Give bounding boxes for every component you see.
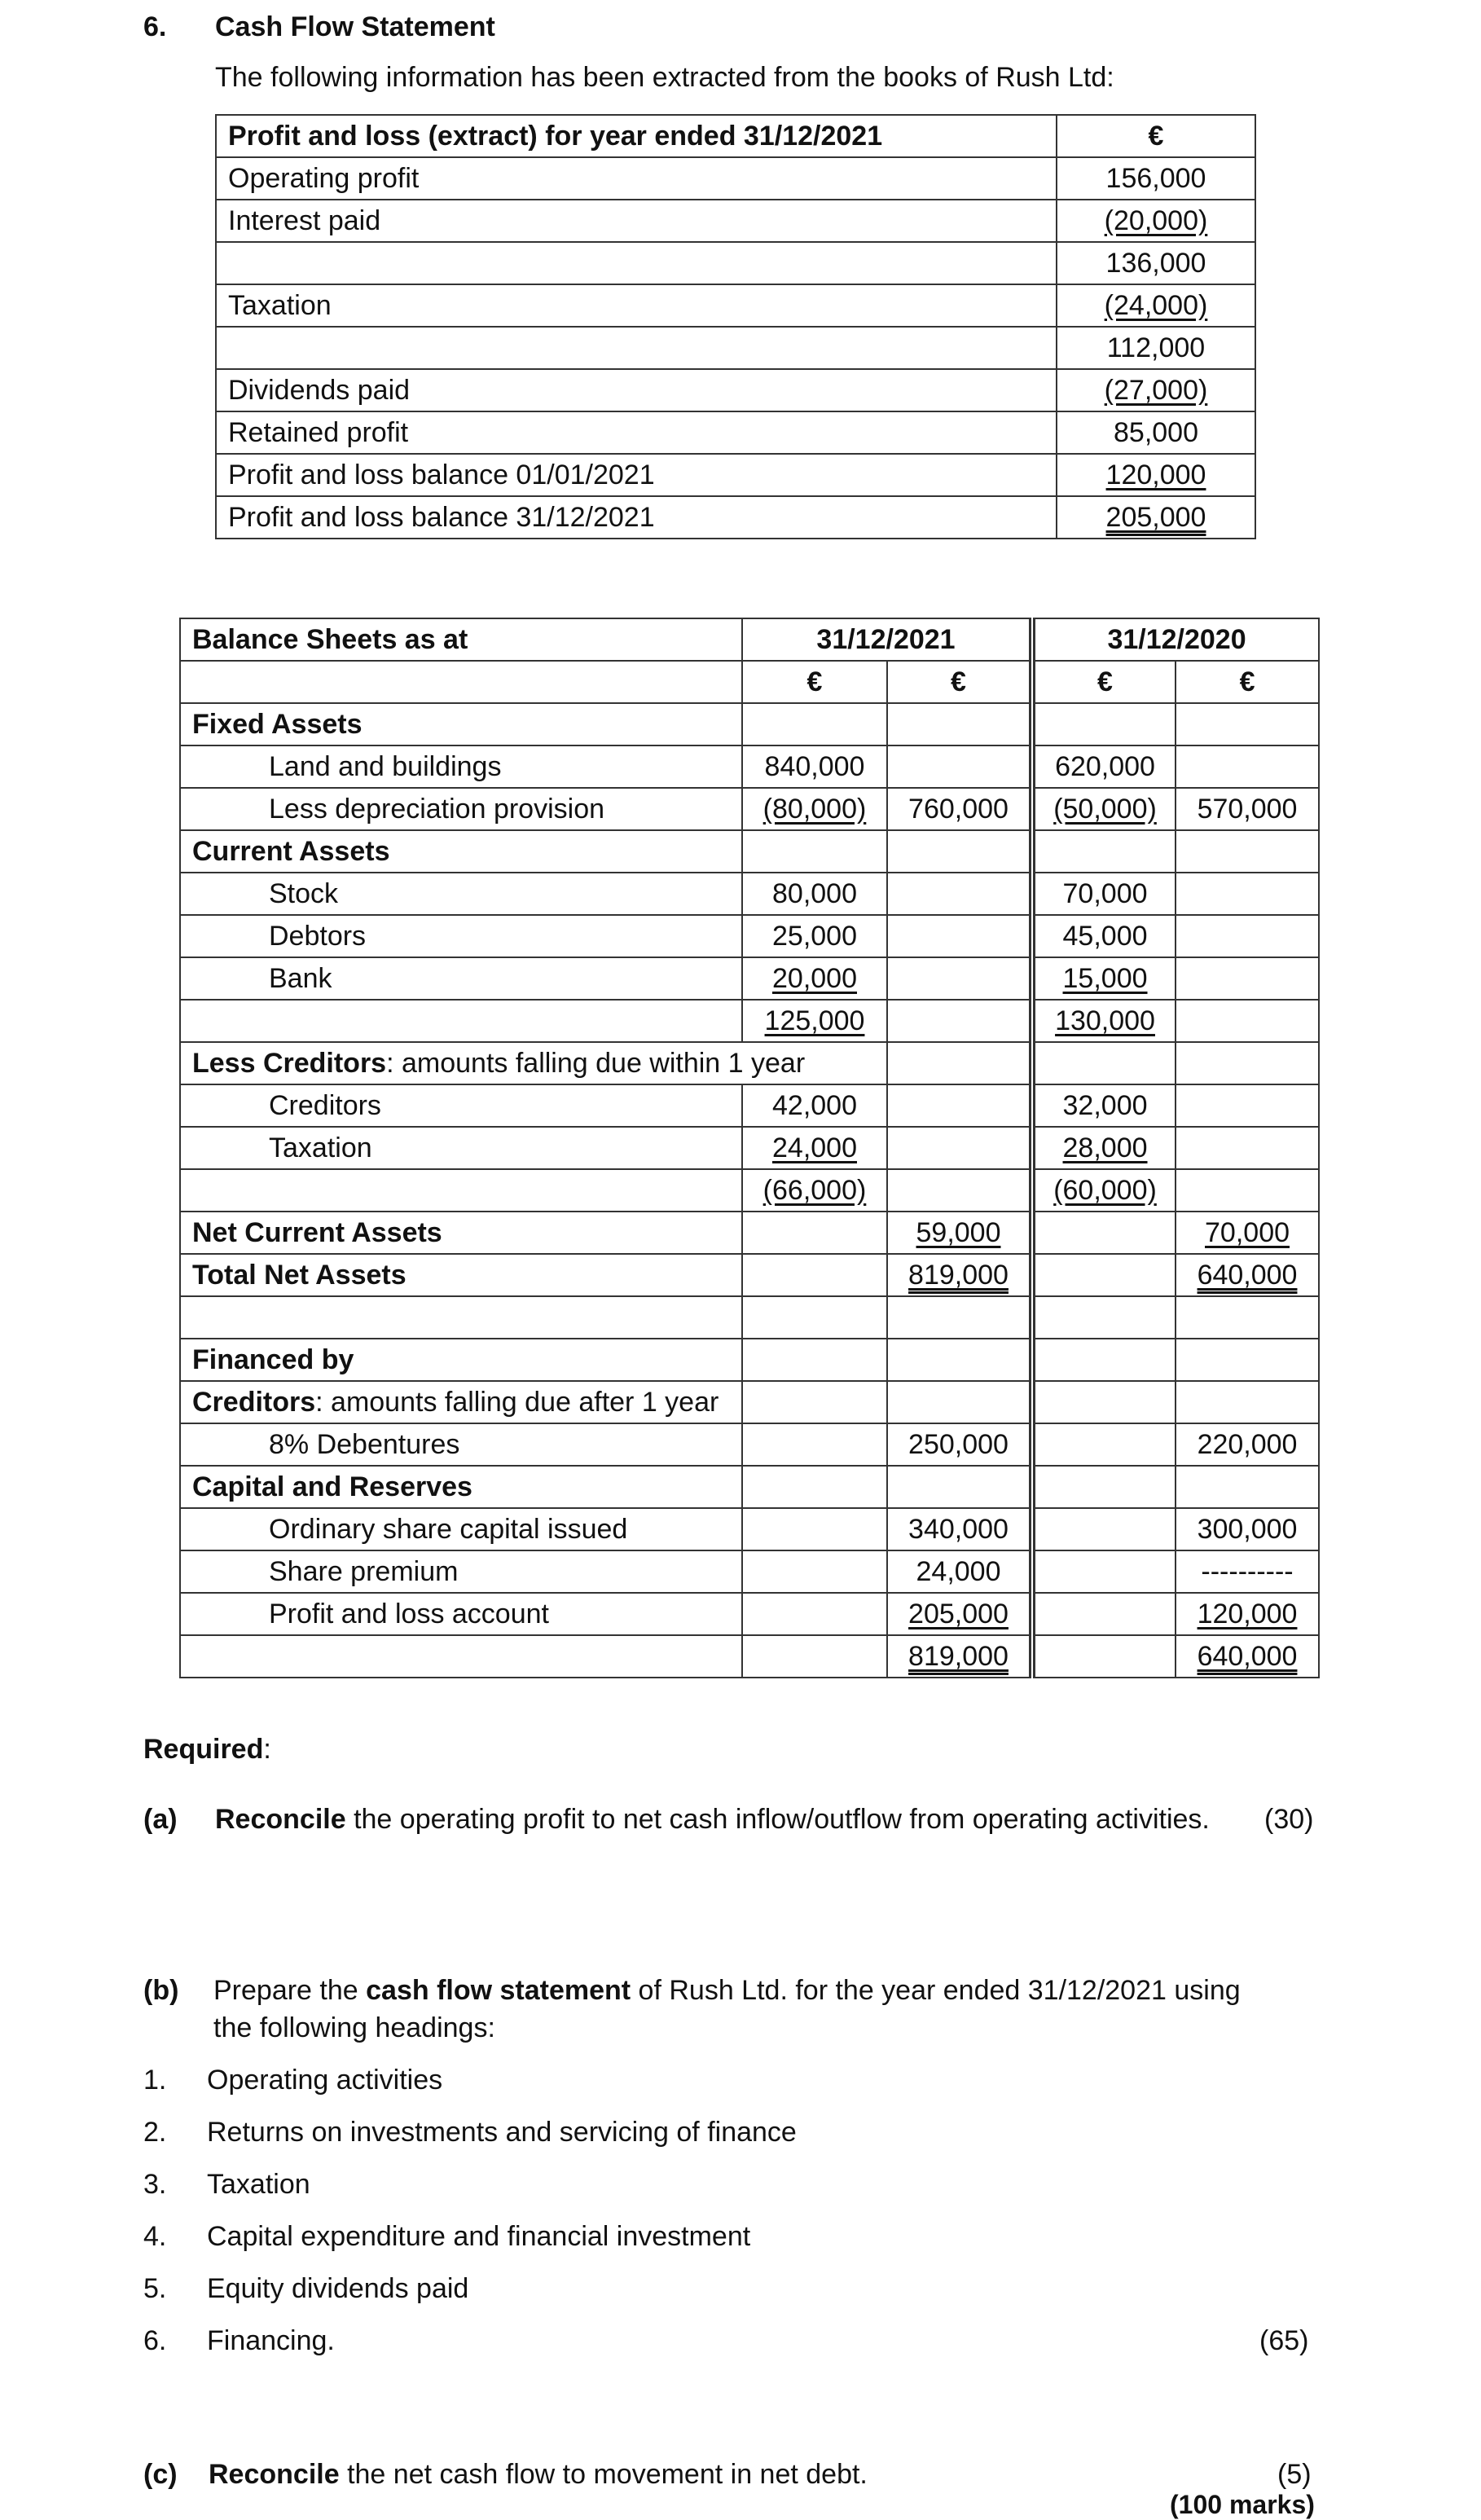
list-item-number: 2. [143, 2117, 167, 2148]
pl-row-label [216, 327, 1057, 369]
bs-cell: 120,000 [1197, 1598, 1298, 1629]
bs-row-label: Profit and loss account [180, 1593, 742, 1635]
bs-row-label: Net Current Assets [180, 1212, 742, 1254]
pl-row-label: Profit and loss balance 01/01/2021 [216, 454, 1057, 496]
part-b-marks: (65) [1259, 2325, 1309, 2356]
bs-row-label: Share premium [180, 1550, 742, 1593]
pl-row-value: (24,000) [1104, 289, 1208, 321]
table-row [216, 157, 1255, 200]
part-c-text: Reconcile the net cash flow to movement in net debt. [209, 2459, 868, 2490]
list-item: Equity dividends paid [207, 2273, 469, 2304]
bs-cell: 24,000 [772, 1132, 857, 1163]
bs-cell: 760,000 [887, 788, 1032, 830]
bs-row-label: Bank [180, 957, 742, 1000]
pl-row-label: Interest paid [216, 200, 1057, 242]
pl-row-value: 136,000 [1057, 242, 1255, 284]
table-row [180, 1042, 1319, 1084]
bs-row-label: Taxation [180, 1127, 742, 1169]
table-row [180, 957, 1319, 1000]
part-b-text-line2: the following headings: [213, 2012, 495, 2043]
bs-cell: 125,000 [764, 1005, 865, 1036]
table-row [180, 1084, 1319, 1127]
table-row [180, 1127, 1319, 1169]
pl-row-label: Profit and loss balance 31/12/2021 [216, 496, 1057, 539]
table-row [216, 327, 1255, 369]
bs-cell: 220,000 [1176, 1423, 1319, 1466]
bs-currency: € [887, 661, 1032, 703]
list-item: Financing. [207, 2325, 335, 2356]
bs-cell: 20,000 [772, 962, 857, 994]
table-row [180, 1339, 1319, 1381]
bs-cell: 300,000 [1176, 1508, 1319, 1550]
table-row [180, 788, 1319, 830]
table-row [180, 703, 1319, 745]
part-b-text: Prepare the cash flow statement of Rush Ltd. for the year ended 31/12/2021 using [213, 1975, 1241, 2006]
list-item-number: 5. [143, 2273, 167, 2304]
pl-row-label: Operating profit [216, 157, 1057, 200]
part-a-letter: (a) [143, 1804, 178, 1835]
bs-cell: ---------- [1176, 1550, 1319, 1593]
bs-cell: 250,000 [887, 1423, 1032, 1466]
table-row [180, 1593, 1319, 1635]
table-row [180, 661, 1319, 703]
pl-row-value: 112,000 [1057, 327, 1255, 369]
table-row [216, 454, 1255, 496]
bs-currency: € [742, 661, 887, 703]
bs-header-label: Balance Sheets as at [180, 618, 742, 661]
list-item-number: 3. [143, 2169, 167, 2200]
bs-section-creditors-after: Creditors: amounts falling due after 1 year [180, 1381, 742, 1423]
bs-section-fixed-assets: Fixed Assets [180, 703, 742, 745]
list-item-number: 1. [143, 2065, 167, 2096]
table-row [180, 873, 1319, 915]
bs-cell: 70,000 [1032, 873, 1176, 915]
table-row [180, 1000, 1319, 1042]
bs-cell: 640,000 [1197, 1259, 1298, 1291]
bs-currency: € [1032, 661, 1176, 703]
part-a-marks: (30) [1264, 1804, 1314, 1835]
table-row [180, 745, 1319, 788]
question-intro: The following information has been extracted from the books of Rush Ltd: [215, 62, 1114, 93]
pl-row-label [216, 242, 1057, 284]
list-item: Operating activities [207, 2065, 443, 2096]
bs-cell: 570,000 [1176, 788, 1319, 830]
table-row [216, 200, 1255, 242]
bs-section-capital-reserves: Capital and Reserves [180, 1466, 742, 1508]
list-item: Taxation [207, 2169, 310, 2200]
table-row [216, 496, 1255, 539]
bs-date-2020: 31/12/2020 [1032, 618, 1319, 661]
table-row [216, 115, 1255, 157]
bs-row-label: Less depreciation provision [180, 788, 742, 830]
table-row [180, 1169, 1319, 1212]
bs-cell: 130,000 [1055, 1005, 1155, 1036]
list-item: Returns on investments and servicing of finance [207, 2117, 797, 2148]
bs-cell: (66,000) [762, 1174, 867, 1206]
list-item-number: 6. [143, 2325, 167, 2356]
bs-cell: 640,000 [1197, 1640, 1298, 1672]
bs-cell: 24,000 [887, 1550, 1032, 1593]
table-row [180, 618, 1319, 661]
profit-loss-table [215, 114, 1256, 539]
pl-row-label: Dividends paid [216, 369, 1057, 411]
table-row [180, 830, 1319, 873]
bs-row-label: 8% Debentures [180, 1423, 742, 1466]
bs-cell: 620,000 [1032, 745, 1176, 788]
bs-cell: 340,000 [887, 1508, 1032, 1550]
bs-date-2021: 31/12/2021 [742, 618, 1032, 661]
table-row [180, 1423, 1319, 1466]
part-b-letter: (b) [143, 1975, 179, 2006]
bs-cell: (80,000) [762, 793, 867, 825]
pl-row-value: 205,000 [1105, 501, 1206, 533]
bs-cell: 45,000 [1032, 915, 1176, 957]
bs-cell: 819,000 [908, 1640, 1009, 1672]
bs-row-label: Total Net Assets [180, 1254, 742, 1296]
table-row [180, 1254, 1319, 1296]
part-a-text: Reconcile the operating profit to net cash inflow/outflow from operating activities. [215, 1804, 1210, 1835]
bs-row-label: Stock [180, 873, 742, 915]
pl-row-value: 156,000 [1057, 157, 1255, 200]
bs-cell: 59,000 [916, 1216, 1001, 1248]
pl-row-value: 120,000 [1105, 459, 1206, 490]
table-row [216, 369, 1255, 411]
table-row [216, 284, 1255, 327]
bs-cell: 70,000 [1205, 1216, 1290, 1248]
bs-cell: 840,000 [742, 745, 887, 788]
bs-cell: 42,000 [742, 1084, 887, 1127]
required-label: Required: [143, 1734, 271, 1765]
part-c-letter: (c) [143, 2459, 178, 2490]
list-item: Capital expenditure and financial investment [207, 2221, 751, 2252]
bs-currency: € [1176, 661, 1319, 703]
pl-row-label: Taxation [216, 284, 1057, 327]
bs-section-current-assets: Current Assets [180, 830, 742, 873]
pl-row-value: (27,000) [1104, 374, 1208, 406]
table-row [216, 242, 1255, 284]
bs-section-financed-by: Financed by [180, 1339, 742, 1381]
table-row [180, 1296, 1319, 1339]
pl-row-value: (20,000) [1104, 205, 1208, 236]
bs-cell: 80,000 [742, 873, 887, 915]
pl-header-currency: € [1057, 115, 1255, 157]
bs-section-less-creditors: Less Creditors: amounts falling due within 1 year [180, 1042, 887, 1084]
bs-cell: 819,000 [908, 1259, 1009, 1291]
bs-cell: 28,000 [1062, 1132, 1148, 1163]
bs-cell: 15,000 [1062, 962, 1148, 994]
table-row [180, 1466, 1319, 1508]
list-item-number: 4. [143, 2221, 167, 2252]
bs-cell: 25,000 [742, 915, 887, 957]
bs-cell: 205,000 [908, 1598, 1009, 1629]
table-row [180, 1635, 1319, 1678]
balance-sheet-table [179, 618, 1320, 1678]
question-title: Cash Flow Statement [215, 11, 495, 42]
table-row [180, 915, 1319, 957]
total-marks: (100 marks) [1170, 2490, 1315, 2519]
bs-row-label: Ordinary share capital issued [180, 1508, 742, 1550]
bs-row-label: Debtors [180, 915, 742, 957]
pl-header-label: Profit and loss (extract) for year ended 31/12/2021 [216, 115, 1057, 157]
bs-cell: 32,000 [1032, 1084, 1176, 1127]
table-row [180, 1550, 1319, 1593]
bs-row-label: Land and buildings [180, 745, 742, 788]
table-row [180, 1212, 1319, 1254]
bs-cell: (60,000) [1053, 1174, 1157, 1206]
bs-row-label: Creditors [180, 1084, 742, 1127]
pl-row-value: 85,000 [1057, 411, 1255, 454]
table-row [216, 411, 1255, 454]
table-row [180, 1508, 1319, 1550]
bs-cell: (50,000) [1053, 793, 1157, 825]
pl-row-label: Retained profit [216, 411, 1057, 454]
table-row [180, 1381, 1319, 1423]
question-number: 6. [143, 11, 167, 42]
part-c-marks: (5) [1277, 2459, 1312, 2490]
